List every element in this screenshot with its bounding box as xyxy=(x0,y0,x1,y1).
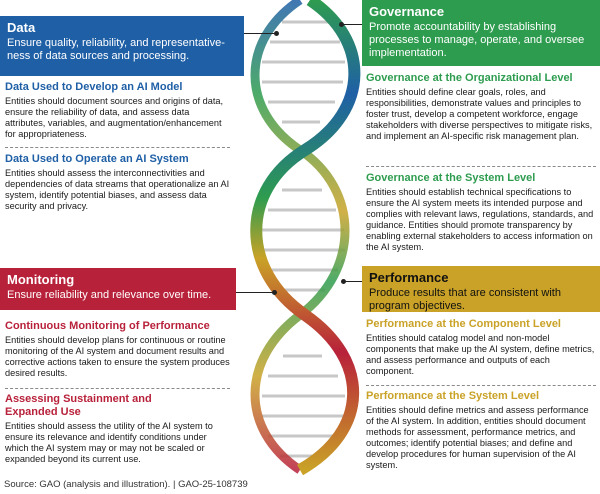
monitoring-title: Monitoring xyxy=(7,272,75,287)
monitoring-description: Ensure reliability and relevance over time. xyxy=(7,289,212,301)
data-description: Ensure quality, reliability, and representative-ness of data sources and processing. xyxy=(7,37,225,62)
monitoring-leader-dot xyxy=(272,290,277,295)
performance-title: Performance xyxy=(369,270,449,285)
monitoring-section-continuous-body: Entities should develop plans for continuous or routine monitoring of the AI system and document results and corrective actions taken to ensure the system produces desired results. xyxy=(5,335,230,378)
performance-panel xyxy=(362,266,600,312)
data-section-operate xyxy=(5,153,230,212)
data-section-develop-body: Entities should document sources and origins of data, ensure the reliability of data, and assess data attributes, variables, and augmentation/enhancement for appropriateness. xyxy=(5,96,224,139)
data-leader-dot xyxy=(274,31,279,36)
governance-section-divider xyxy=(366,166,596,167)
monitoring-section-sustainment-title: Assessing Sustainment and Expanded Use xyxy=(5,393,152,418)
performance-section-system-body: Entities should define metrics and assess performance of the AI system. In addition, entities should document methods for assessment, performance metrics, and outcomes; identify potential biases; and define and develop procedures for human supervision of the AI system. xyxy=(366,405,589,470)
data-panel xyxy=(0,16,244,76)
data-section-divider xyxy=(5,147,230,148)
governance-section-system-title: Governance at the System Level xyxy=(366,172,536,184)
monitoring-leader-line xyxy=(236,292,274,293)
source-note: Source: GAO (analysis and illustration). | GAO-25-108739 xyxy=(4,479,248,490)
governance-title: Governance xyxy=(369,4,445,19)
data-section-develop xyxy=(5,81,230,140)
performance-section-component-title: Performance at the Component Level xyxy=(366,318,561,330)
governance-section-system xyxy=(366,172,596,253)
governance-section-org-body: Entities should define clear goals, roles, and responsibilities, demonstrate values and principles to foster trust, develop a competent workforce, engage stakeholders with diverse perspectives to mitigate risks, and implement an AI-specific risk management plan. xyxy=(366,87,593,141)
performance-section-component xyxy=(366,318,596,377)
data-title: Data xyxy=(7,20,36,35)
monitoring-section-sustainment-body: Entities should assess the utility of the AI system to ensure its relevance and identify conditions under which the AI system may or may not be scaled or expanded beyond its current use. xyxy=(5,421,213,464)
data-header xyxy=(0,16,244,76)
governance-leader-line xyxy=(342,24,362,25)
performance-section-divider xyxy=(366,385,596,386)
governance-panel xyxy=(362,0,600,66)
helix-strand-back xyxy=(255,0,345,470)
monitoring-header xyxy=(0,268,236,310)
governance-header xyxy=(362,0,600,66)
performance-header xyxy=(362,266,600,312)
performance-description: Produce results that are consistent with program objectives. xyxy=(369,287,561,312)
performance-section-system xyxy=(366,390,596,471)
performance-leader-dot xyxy=(341,279,346,284)
governance-section-system-body: Entities should establish technical specifications to ensure the AI system meets its intended purpose and complies with relevant laws, regulations, standards, and guidance. Entities should promote transparency by enabling external stakeholders to access information on the AI system. xyxy=(366,187,594,252)
data-leader-line xyxy=(244,33,276,34)
performance-leader-line xyxy=(344,281,362,282)
helix-rungs xyxy=(262,22,345,456)
governance-leader-dot xyxy=(339,22,344,27)
governance-description: Promote accountability by establishing processes to manage, operate, and oversee implementation. xyxy=(369,21,585,59)
monitoring-section-divider xyxy=(5,388,230,389)
data-section-develop-title: Data Used to Develop an AI Model xyxy=(5,81,183,93)
monitoring-section-continuous-title: Continuous Monitoring of Performance xyxy=(5,320,210,332)
data-section-operate-body: Entities should assess the interconnectivities and dependencies of data streams that operationalize an AI system, identify potential biases, and assess data security and privacy. xyxy=(5,168,230,211)
performance-section-component-body: Entities should catalog model and non-model components that make up the AI system, define metrics, and assess performance and outputs of each component. xyxy=(366,333,595,376)
performance-section-system-title: Performance at the System Level xyxy=(366,390,540,402)
governance-section-org xyxy=(366,72,596,142)
helix-strand-front xyxy=(256,0,354,470)
monitoring-panel xyxy=(0,268,236,310)
governance-section-org-title: Governance at the Organizational Level xyxy=(366,72,573,84)
data-section-operate-title: Data Used to Operate an AI System xyxy=(5,153,189,165)
monitoring-section-continuous xyxy=(5,320,230,379)
monitoring-section-sustainment xyxy=(5,393,213,465)
